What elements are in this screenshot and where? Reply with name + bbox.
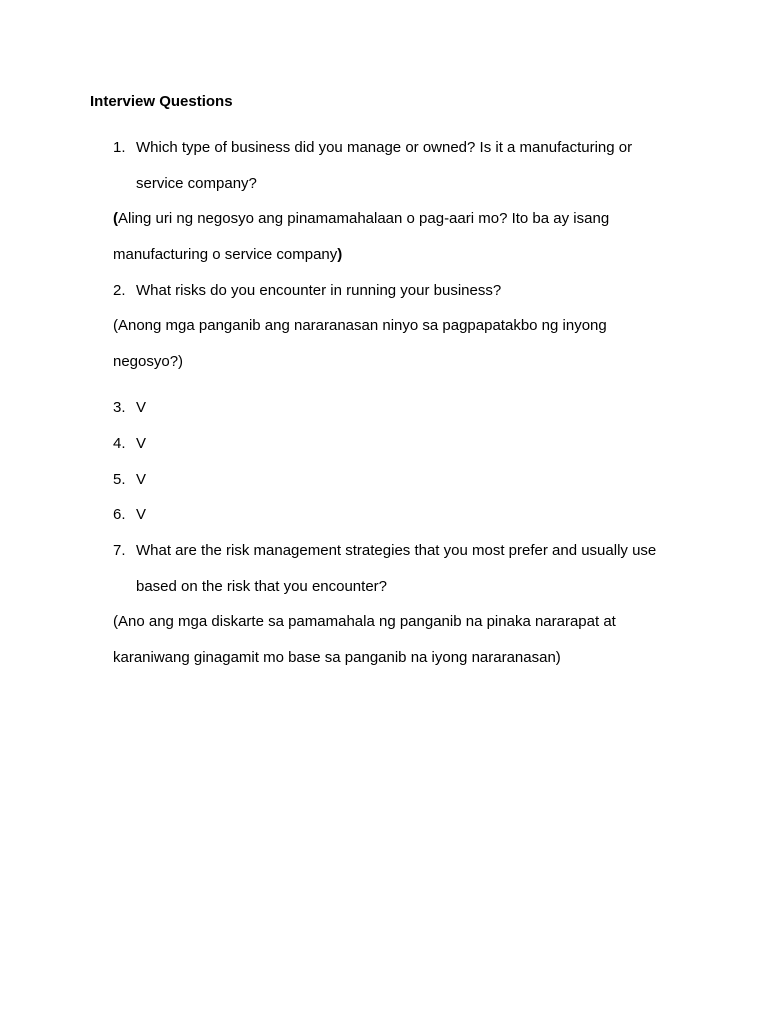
- question-4-number: 4.: [113, 435, 126, 452]
- question-4-text: V: [136, 435, 147, 452]
- question-2-translation-line-1: (Anong mga panganib ang nararanasan ninyo sa pagpapatakbo ng inyong: [113, 317, 607, 334]
- close-paren: ): [337, 246, 343, 263]
- question-1-line-1: Which type of business did you manage or owned? Is it a manufacturing or: [136, 139, 633, 156]
- question-5-number: 5.: [113, 471, 126, 488]
- question-6-text: V: [136, 506, 147, 523]
- question-1-translation-text-1: Aling uri ng negosyo ang pinamamahalaan o pag-aari mo? Ito ba ay isang: [118, 210, 610, 227]
- question-3-number: 3.: [113, 399, 126, 416]
- question-7-number: 7.: [113, 542, 126, 559]
- question-3-text: V: [136, 399, 147, 416]
- question-7-line-2: based on the risk that you encounter?: [136, 578, 388, 595]
- question-6-number: 6.: [113, 506, 126, 523]
- document-title: Interview Questions: [90, 93, 233, 110]
- question-1-number: 1.: [113, 139, 126, 156]
- question-7-translation-line-1: (Ano ang mga diskarte sa pamamahala ng panganib na pinaka nararapat at: [113, 613, 616, 630]
- question-7-translation-line-2: karaniwang ginagamit mo base sa panganib na iyong nararanasan): [113, 649, 561, 666]
- open-paren: (: [113, 210, 118, 227]
- question-2-number: 2.: [113, 282, 126, 299]
- question-7-line-1: What are the risk management strategies that you most prefer and usually use: [136, 542, 657, 559]
- question-1-translation-text-2: manufacturing o service company: [113, 246, 338, 263]
- question-1-line-2: service company?: [136, 175, 257, 192]
- question-2-translation-line-2: negosyo?): [113, 353, 184, 370]
- question-2-line-1: What risks do you encounter in running your business?: [136, 282, 502, 299]
- question-1-translation-line-2: [113, 245, 342, 265]
- question-1-translation-line-1: [113, 209, 609, 229]
- question-5-text: V: [136, 471, 147, 488]
